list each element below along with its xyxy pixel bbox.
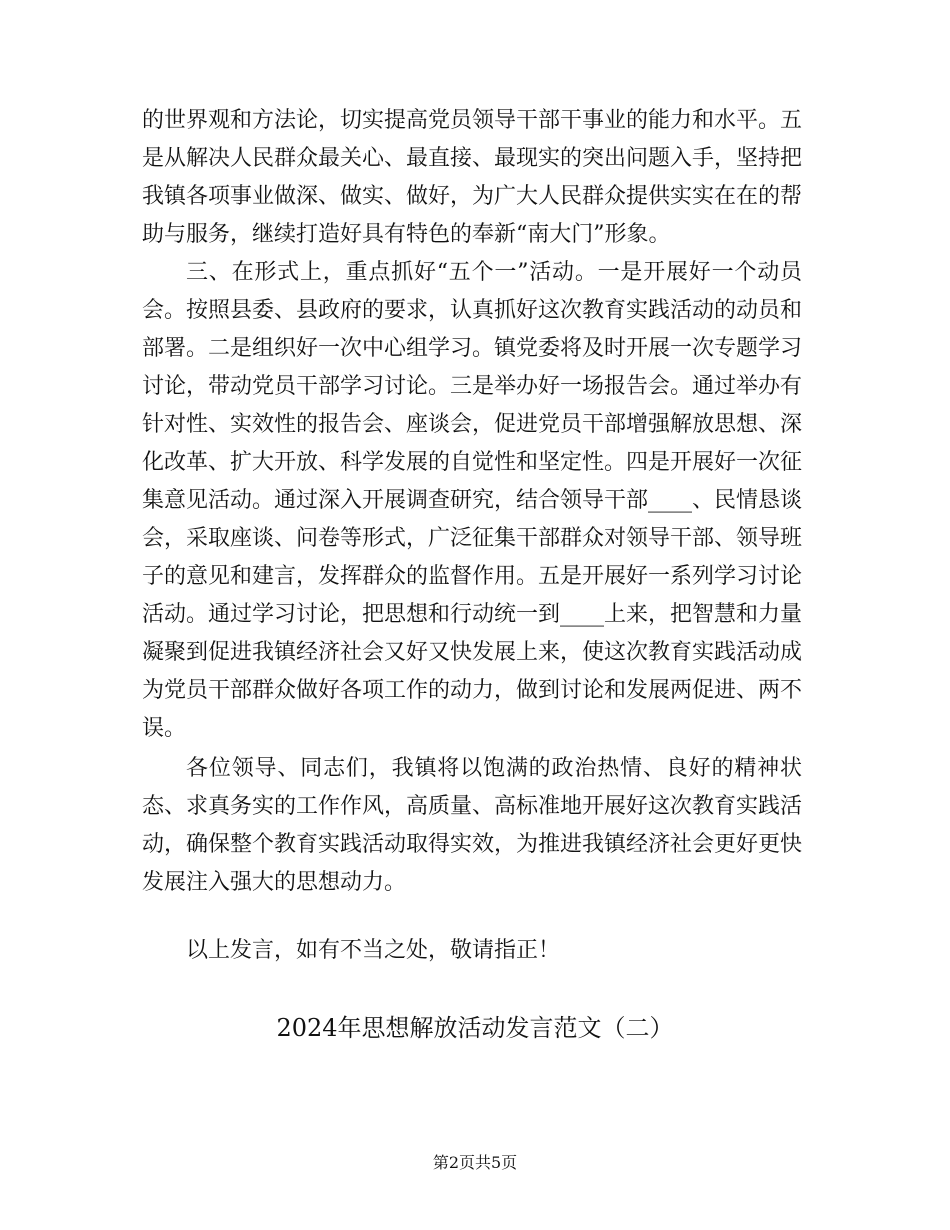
paragraph-line: 发展注入强大的思想动力。	[142, 870, 407, 895]
paragraph-line: 集意见活动。通过深入开展调查研究，结合领导干部____、民情恳谈	[142, 488, 803, 513]
paragraph-line: 误。	[142, 716, 187, 741]
paragraph-line: 以上发言，如有不当之处，敬请指正！	[186, 938, 561, 963]
paragraph-line: 讨论，带动党员干部学习讨论。三是举办好一场报告会。通过举办有	[142, 374, 803, 399]
paragraph-line: 针对性、实效性的报告会、座谈会，促进党员干部增强解放思想、深	[142, 412, 803, 437]
section-heading: 2024年思想解放活动发言范文（二）	[276, 1014, 674, 1042]
paragraph-line: 子的意见和建言，发挥群众的监督作用。五是开展好一系列学习讨论	[142, 564, 803, 589]
paragraph-line: 为党员干部群众做好各项工作的动力，做到讨论和发展两促进、两不	[142, 678, 803, 703]
paragraph-line: 活动。通过学习讨论，把思想和行动统一到____上来，把智慧和力量	[142, 602, 803, 627]
paragraph-line: 我镇各项事业做深、做实、做好，为广大人民群众提供实实在在的帮	[142, 184, 803, 209]
paragraph-line: 三、在形式上，重点抓好“五个一”活动。一是开展好一个动员	[186, 260, 802, 285]
paragraph-line: 的世界观和方法论，切实提高党员领导干部干事业的能力和水平。五	[142, 108, 803, 133]
paragraph-line: 助与服务，继续打造好具有特色的奉新“南大门”形象。	[142, 222, 671, 247]
paragraph-line: 是从解决人民群众最关心、最直接、最现实的突出问题入手，坚持把	[142, 146, 803, 171]
page-number: 第2页共5页	[432, 1153, 518, 1172]
paragraph-line: 会。按照县委、县政府的要求，认真抓好这次教育实践活动的动员和	[142, 298, 803, 323]
paragraph-line: 部署。二是组织好一次中心组学习。镇党委将及时开展一次专题学习	[142, 336, 803, 361]
paragraph-line: 态、求真务实的工作作风，高质量、高标准地开展好这次教育实践活	[142, 794, 803, 819]
paragraph-line: 各位领导、同志们，我镇将以饱满的政治热情、良好的精神状	[186, 756, 802, 781]
paragraph-line: 动，确保整个教育实践活动取得实效，为推进我镇经济社会更好更快	[142, 832, 803, 857]
paragraph-line: 凝聚到促进我镇经济社会又好又快发展上来，使这次教育实践活动成	[142, 640, 803, 665]
paragraph-line: 会，采取座谈、问卷等形式，广泛征集干部群众对领导干部、领导班	[142, 526, 803, 551]
paragraph-line: 化改革、扩大开放、科学发展的自觉性和坚定性。四是开展好一次征	[142, 450, 803, 475]
